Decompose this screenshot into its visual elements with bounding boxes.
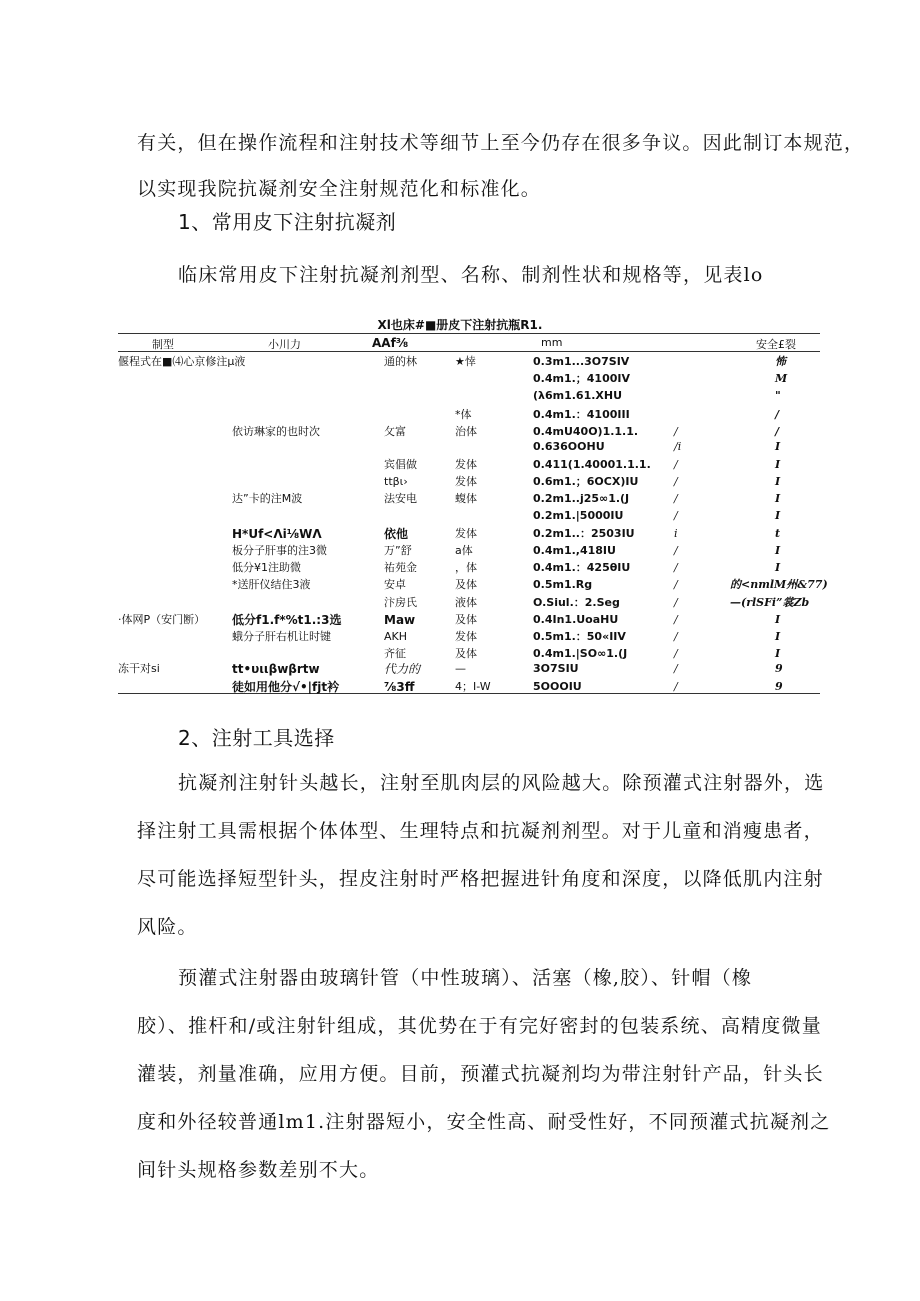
table-cell-safety-device: i (674, 527, 678, 540)
table-cell-brand-name: 法安电 (384, 492, 417, 505)
table-cell-safety-device: / (674, 492, 678, 505)
section-1-heading: 1、常用皮下注射抗凝剂 (178, 210, 397, 234)
table-cell-drug-name: 达”卡的注M波 (232, 492, 303, 505)
table-top-rule (118, 333, 820, 334)
table-cell-safety-feature: 怖 (775, 355, 786, 368)
table-cell-specification: 0.4m1.；4100IV (533, 372, 631, 385)
table-header-spec: mm (541, 336, 563, 349)
table-cell-brand-name: Maw (384, 613, 416, 627)
table-cell-state: a体 (455, 544, 473, 557)
table-cell-drug-name: 低分f1.f*%t1.:3选 (232, 613, 342, 627)
table-cell-brand-name: 祐苑金 (384, 561, 417, 574)
table-cell-state: 发体 (455, 630, 477, 643)
section-2-p2-line-1: 预灌式注射器由玻璃针管（中性玻璃）、活塞（橡,胶）、针帽（橡 (178, 967, 753, 989)
table-cell-specification: 0.4In1.UoaHU (533, 613, 619, 626)
table-cell-safety-feature: 9 (775, 680, 783, 693)
table-cell-state: 发体 (455, 458, 477, 471)
table-cell-safety-feature: I (775, 509, 781, 522)
table-cell-safety-device: / (674, 613, 678, 626)
table-cell-specification: (λ6m1.61.XHU (533, 389, 623, 402)
table-cell-state: — (455, 662, 466, 675)
table-cell-safety-feature: I (775, 440, 781, 453)
table-cell-specification: 0.4m1.：4100III (533, 408, 630, 421)
intro-line-1: 有关，但在操作流程和注射技术等细节上至今仍存在很多争议。因此制订本规范， (137, 132, 865, 154)
table-cell-state: 蝮体 (455, 492, 477, 505)
table-cell-safety-feature: M (775, 372, 788, 385)
table-cell-safety-device: / (674, 544, 678, 557)
table-cell-safety-feature: 9 (775, 662, 783, 675)
table-cell-brand-name: 安卓 (384, 578, 406, 591)
table-cell-safety-device: / (674, 561, 678, 574)
table-cell-drug-name: 徒如用他分√•|fjt衿 (232, 680, 340, 694)
section-2-heading: 2、注射工具选择 (178, 726, 335, 750)
table-cell-brand-name: 汴房氏 (384, 596, 417, 609)
section-2-p2-line-3: 灌装，剂量准确，应用方便。目前，预灌式抗凝剂均为带注射针产品，针头长 (137, 1063, 824, 1085)
section-2-p2-line-2: 胶）、推杆和/或注射针组成，其优势在于有完好密封的包装系统、高精度微量 (137, 1015, 822, 1037)
table-cell-drug-name: 依访琳家的也时次 (232, 425, 320, 438)
table-cell-specification: 3O7SIU (533, 662, 579, 675)
table-cell-safety-device: / (674, 475, 678, 488)
section-2-p2-line-5: 间针头规格参数差别不大。 (137, 1159, 380, 1181)
table-cell-state: 液体 (455, 596, 477, 609)
table-cell-specification: 0.4m1.：425θIU (533, 561, 631, 574)
table-cell-specification: 0.636OOHU (533, 440, 605, 453)
table-header-dosage-form: 制型 (152, 338, 174, 351)
table-cell-safety-feature: " (775, 389, 781, 402)
section-1-text: 临床常用皮下注射抗凝剂剂型、名称、制剂性状和规格等，见表lo (178, 264, 764, 286)
table-cell-specification: 0.2m1..：2503IU (533, 527, 635, 540)
table-cell-safety-feature: I (775, 458, 781, 471)
table-cell-state: 治体 (455, 425, 477, 438)
table-cell-safety-device: / (674, 680, 678, 693)
table-cell-safety-device: / (674, 578, 678, 591)
table-cell-specification: 0.2m1.|5000IU (533, 509, 624, 522)
table-cell-specification: O.Siul.：2.Seg (533, 596, 620, 609)
table-cell-brand-name: 齐征 (384, 647, 406, 660)
table-cell-safety-feature: I (775, 561, 781, 574)
table-cell-dosage-form: 冻干对si (118, 662, 160, 675)
table-cell-safety-device: / (674, 596, 678, 609)
table-cell-safety-device: / (674, 509, 678, 522)
table-cell-specification: 0.5m1.：50«IIV (533, 630, 626, 643)
table-cell-drug-name: 低分¥1注助微 (232, 561, 301, 574)
table-cell-safety-device: / (674, 647, 678, 660)
section-2-p1-line-3: 尽可能选择短型针头，捏皮注射时严格把握进针角度和深度，以降低肌内注射 (137, 868, 824, 890)
table-cell-safety-feature: 的<nmlM州&77) (730, 578, 828, 591)
section-2-p2-line-4: 度和外径较普通lm1.注射器短小，安全性高、耐受性好，不同预灌式抗凝剂之 (137, 1111, 831, 1133)
table-cell-state: 及体 (455, 578, 477, 591)
table-cell-brand-name: AKH (384, 630, 408, 643)
table-cell-drug-name: 板分子肝事的注3微 (232, 544, 327, 557)
table-cell-drug-name: 蛾分子肝右机让时键 (232, 630, 331, 643)
table-cell-drug-name: *送肝仪结住3液 (232, 578, 311, 591)
table-cell-specification: 0.3m1...3O7SIV (533, 355, 630, 368)
table-header-safety: 安全£裂 (756, 338, 796, 351)
table-cell-drug-name: tt•υιιβwβrtw (232, 662, 320, 676)
table-cell-state: 及体 (455, 647, 477, 660)
table-cell-safety-device: / (674, 630, 678, 643)
table-cell-specification: 0.411(1.40001.1.1. (533, 458, 651, 471)
table-cell-specification: 0.6m1.；6OCX)IU (533, 475, 639, 488)
table-cell-state: 发体 (455, 527, 477, 540)
table-cell-specification: 0.5m1.Rg (533, 578, 593, 591)
table-cell-brand-name: 攵富 (384, 425, 406, 438)
section-2-p1-line-2: 择注射工具需根据个体体型、生理特点和抗凝剂剂型。对于儿童和消瘦患者， (137, 820, 824, 842)
table-cell-safety-device: /i (674, 440, 682, 453)
table-cell-safety-feature: —(rlSFi”裳Zb (730, 596, 810, 609)
table-cell-specification: 0.4m1.,418IU (533, 544, 616, 557)
table-cell-safety-feature: I (775, 492, 781, 505)
table-cell-safety-feature: I (775, 475, 781, 488)
table-cell-state: ★悻 (455, 355, 476, 368)
table-cell-safety-feature: / (775, 408, 780, 421)
table-cell-state: *体 (455, 408, 472, 421)
table-cell-dosage-form: ·体网P（安门断） (118, 613, 206, 626)
table-header-rule (118, 351, 820, 352)
table-caption: Xl也床#■册皮下注射抗瓶R1. (377, 318, 543, 332)
table-cell-safety-feature: / (775, 425, 780, 438)
section-2-p1-line-1: 抗凝剂注射针头越长，注射至肌肉层的风险越大。除预灌式注射器外，选 (178, 772, 825, 794)
section-2-p1-line-4: 风险。 (137, 916, 198, 938)
table-cell-brand-name: 宾倡做 (384, 458, 417, 471)
table-cell-specification: 5OOOIU (533, 680, 582, 693)
table-cell-state: 4；I-W (455, 680, 491, 693)
table-cell-safety-device: / (674, 458, 678, 471)
intro-line-2: 以实现我院抗凝剂安全注射规范化和标准化。 (137, 178, 542, 200)
table-cell-safety-feature: I (775, 613, 781, 626)
table-header-brand: AAf⅜ (372, 336, 409, 350)
table-cell-drug-name: H*Uf<Λi⅛WΛ (232, 527, 322, 541)
table-cell-safety-feature: t (775, 527, 781, 540)
table-cell-state: ，体 (455, 561, 477, 574)
table-cell-brand-name: 依他 (384, 527, 409, 541)
table-cell-state: 发体 (455, 475, 477, 488)
table-cell-safety-device: / (674, 662, 678, 675)
table-cell-brand-name: ⅞3ff (384, 680, 415, 694)
table-cell-dosage-form: 偃程式在■⑷心京修注μ液 (118, 355, 246, 368)
table-header-drug: 小川力 (268, 338, 301, 351)
table-cell-state: 及体 (455, 613, 477, 626)
table-cell-brand-name: ttβι› (384, 475, 408, 488)
table-cell-specification: 0.4mU40O)1.1.1. (533, 425, 639, 438)
table-cell-brand-name: 代力的 (384, 662, 421, 676)
table-cell-brand-name: 万”舒 (384, 544, 412, 557)
table-cell-safety-feature: I (775, 544, 781, 557)
table-cell-safety-device: / (674, 425, 678, 438)
table-cell-brand-name: 通的林 (384, 355, 417, 368)
table-cell-safety-feature: I (775, 647, 781, 660)
table-cell-specification: 0.4m1.|SO∞1.(J (533, 647, 628, 660)
table-cell-safety-feature: I (775, 630, 781, 643)
table-cell-specification: 0.2m1..j25∞1.(J (533, 492, 630, 505)
